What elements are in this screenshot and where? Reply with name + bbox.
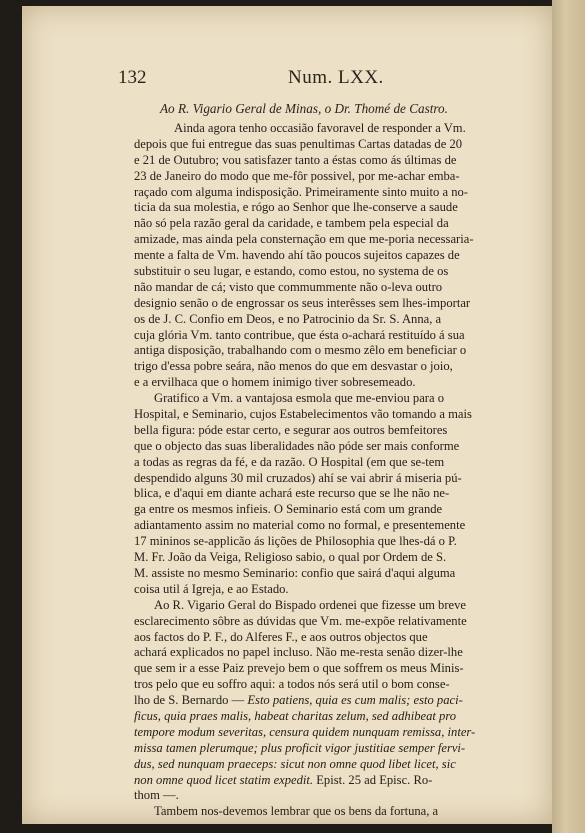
text-line: os de J. C. Confio em Deos, e no Patrocinio da Sr. S. Anna, a bbox=[134, 311, 442, 326]
text-line: mente a falta de Vm. havendo ahí tão poucos sujeitos capazes de bbox=[134, 248, 460, 263]
text-line: thom —. bbox=[134, 788, 179, 803]
text-line bbox=[134, 693, 520, 709]
text-line: bella figura: póde estar certo, e segurar aos outros bemfeitores bbox=[134, 422, 448, 437]
latin-quote-line: dus, sed nunquam praeceps: sicut non omne quod libet licet, sic bbox=[134, 756, 456, 771]
text-line: adiantamento assim no material como no formal, e presentemente bbox=[134, 518, 466, 533]
text-line: despendido alguns 30 mil cruzados) ahí se vai abrir á miseria pú- bbox=[134, 470, 462, 485]
text-line: ticia da sua molestia, e rógo ao Senhor que lhe-conserve a saude bbox=[134, 200, 458, 215]
text-line: blica, e d'aqui em diante achará este recurso que se lhe não ne- bbox=[134, 486, 450, 501]
letter-address: Ao R. Vigario Geral de Minas, o Dr. Thomé de Castro. bbox=[160, 101, 448, 116]
text-line: 17 mininos se-applicão ás lições de Philosophia que lhes-dá o P. bbox=[134, 534, 457, 549]
text-line: designio senão o de engrossar os seus interêsses sem lhes-importar bbox=[134, 295, 471, 310]
text-line: que sem ir a esse Paiz prevejo bem o que soffrem os meus Minis- bbox=[134, 661, 464, 676]
text-line: Ainda agora tenho occasião favoravel de responder a Vm. bbox=[174, 121, 466, 135]
text-line: Gratifico a Vm. a vantajosa esmola que me-enviou para o bbox=[154, 391, 445, 406]
letter-number-title: Num. LXX. bbox=[288, 67, 384, 88]
text-line: M. Fr. João da Veiga, Religioso sabio, o qual por Ordem de S. bbox=[134, 550, 447, 565]
latin-quote: Esto patiens, quia es cum malis; esto paci- bbox=[247, 693, 463, 708]
page-header bbox=[118, 67, 514, 91]
citation: Epist. 25 ad Episc. Ro- bbox=[316, 772, 433, 787]
text-line-part: lho de S. Bernardo — bbox=[134, 693, 245, 708]
text-line: substituir o seu lugar, e estando, como estou, no systema de os bbox=[134, 264, 449, 279]
text-line: aos factos do P. F., do Alferes F., e aos outros objectos que bbox=[134, 629, 428, 644]
text-line: achará explicados no papel incluso. Não me-resta senão dizer-lhe bbox=[134, 645, 463, 660]
text-line: antiga disposição, trabalhando com o mesmo zêlo em beneficiar o bbox=[134, 343, 467, 358]
text-line: que o objecto das suas liberalidades não póde ser mais conforme bbox=[134, 438, 460, 453]
text-line: e a ervilhaca que o homem inimigo tiver sobresemeado. bbox=[134, 375, 416, 390]
text-line: coisa util á Igreja, e ao Estado. bbox=[134, 581, 289, 596]
text-line: Hospital, e Seminario, cujos Estabelecimentos vão tomando a mais bbox=[134, 407, 472, 422]
text-line: Tambem nos-devemos lembrar que os bens da fortuna, a bbox=[154, 804, 439, 819]
text-line: trigo d'essa pobre seára, não menos do que em desvastar o joio, bbox=[134, 359, 453, 374]
text-line: não só pela razão geral da caridade, e tambem pela especial da bbox=[134, 216, 449, 231]
page-number: 132 bbox=[118, 67, 147, 88]
latin-quote-line: tempore modum severitas, censura quidem nunquam remissa, inter- bbox=[134, 724, 476, 739]
latin-quote-line: ficus, quia praes malis, habeat charitas zelum, sed adhibeat pro bbox=[134, 708, 457, 723]
text-line bbox=[134, 773, 520, 789]
latin-quote: non omne quod licet statim expedit. bbox=[134, 772, 314, 787]
text-line: depois que fui entregue das suas penultimas Cartas datadas de 20 bbox=[134, 136, 463, 151]
text-line: 23 de Janeiro do modo que me-fôr possivel, por me-achar emba- bbox=[134, 168, 460, 183]
text-line: não mandar de cá; visto que commummente não o-leva outro bbox=[134, 279, 443, 294]
text-line: esclarecimento sôbre as dúvidas que Vm. me-expõe relativamente bbox=[134, 613, 467, 628]
text-line: tros pelo que eu soffro aqui: a todos nós será util o bom conse- bbox=[134, 677, 450, 692]
text-line: raçado com alguma indisposição. Primeiramente sinto muito a no- bbox=[134, 184, 468, 199]
text-line: cuja glória Vm. tanto contribue, que ésta o-achará restituído á sua bbox=[134, 327, 465, 342]
latin-quote-line: missa tamen plerumque; plus proficit vigor justitiae semper fervi- bbox=[134, 740, 466, 755]
text-line: e 21 de Outubro; vou satisfazer tanto a éstas como ás últimas de bbox=[134, 152, 457, 167]
letter-body bbox=[134, 121, 520, 820]
text-line: a todas as regras da fé, e da razão. O Hospital (em que se-tem bbox=[134, 454, 445, 469]
text-line: Ao R. Vigario Geral do Bispado ordenei que fizesse um breve bbox=[154, 597, 467, 612]
text-line: amizade, mas ainda pela consternação em que me-poria necessaria- bbox=[134, 232, 474, 247]
next-page-edge bbox=[552, 0, 585, 833]
text-line: M. assiste no mesmo Seminario: confio que sairá d'aqui alguma bbox=[134, 565, 456, 580]
text-line: ga entre os mesmos infieis. O Seminario está com um grande bbox=[134, 502, 443, 517]
